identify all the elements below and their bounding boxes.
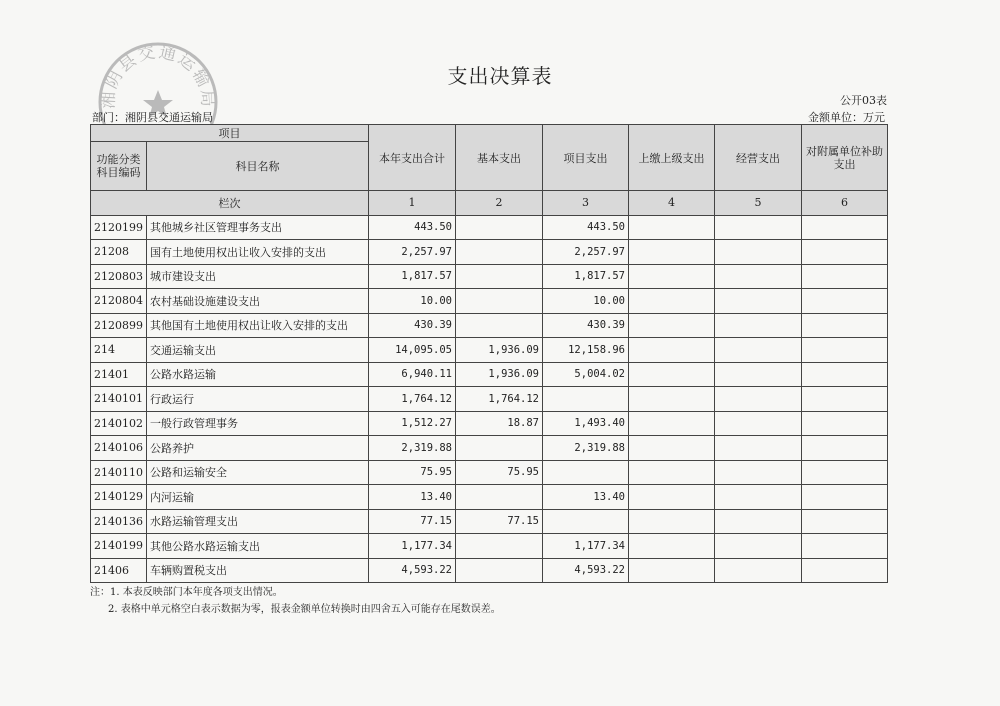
total-expenditure-cell: 6,940.11 [369, 362, 456, 387]
basic-expenditure-cell: 18.87 [456, 411, 543, 436]
project-expenditure-cell: 1,493.40 [543, 411, 629, 436]
project-expenditure-cell: 1,177.34 [543, 534, 629, 559]
note-2: 2. 表格中单元格空白表示数据为零，报表金额单位转换时由四舍五入可能存在尾数误差。 [108, 604, 501, 615]
remit-expenditure-cell [629, 215, 715, 240]
column-number: 4 [629, 191, 715, 216]
table-notes [90, 584, 501, 618]
subsidy-expenditure-cell [802, 362, 888, 387]
table-row [91, 215, 888, 240]
subject-code-cell: 2120804 [91, 289, 147, 314]
operating-expenditure-cell [715, 264, 802, 289]
subject-code-cell: 21208 [91, 240, 147, 265]
project-expenditure-cell: 2,319.88 [543, 436, 629, 461]
project-expenditure-cell: 10.00 [543, 289, 629, 314]
basic-expenditure-cell: 1,764.12 [456, 387, 543, 412]
operating-expenditure-cell [715, 289, 802, 314]
column-number: 1 [369, 191, 456, 216]
basic-expenditure-cell: 77.15 [456, 509, 543, 534]
basic-expenditure-cell [456, 436, 543, 461]
page-title: 支出决算表 [447, 64, 553, 88]
subject-code-cell: 2140106 [91, 436, 147, 461]
remit-expenditure-cell [629, 264, 715, 289]
header-col-project: 项目支出 [543, 125, 629, 191]
table-row [91, 264, 888, 289]
table-row [91, 362, 888, 387]
total-expenditure-cell: 443.50 [369, 215, 456, 240]
subsidy-expenditure-cell [802, 264, 888, 289]
column-number: 3 [543, 191, 629, 216]
basic-expenditure-cell [456, 485, 543, 510]
subject-name-cell: 公路水路运输 [147, 362, 369, 387]
operating-expenditure-cell [715, 485, 802, 510]
operating-expenditure-cell [715, 215, 802, 240]
total-expenditure-cell: 2,319.88 [369, 436, 456, 461]
total-expenditure-cell: 13.40 [369, 485, 456, 510]
project-expenditure-cell [543, 460, 629, 485]
header-project: 项目 [91, 125, 369, 142]
table-row [91, 313, 888, 338]
remit-expenditure-cell [629, 362, 715, 387]
subsidy-expenditure-cell [802, 289, 888, 314]
total-expenditure-cell: 10.00 [369, 289, 456, 314]
project-expenditure-cell: 430.39 [543, 313, 629, 338]
subsidy-expenditure-cell [802, 215, 888, 240]
subject-name-cell: 国有土地使用权出让收入安排的支出 [147, 240, 369, 265]
subject-code-cell: 21406 [91, 558, 147, 583]
subject-code-cell: 2140199 [91, 534, 147, 559]
subject-name-cell: 一般行政管理事务 [147, 411, 369, 436]
subsidy-expenditure-cell [802, 411, 888, 436]
project-expenditure-cell: 13.40 [543, 485, 629, 510]
table-row [91, 485, 888, 510]
project-expenditure-cell: 2,257.97 [543, 240, 629, 265]
project-expenditure-cell: 1,817.57 [543, 264, 629, 289]
remit-expenditure-cell [629, 460, 715, 485]
subsidy-expenditure-cell [802, 387, 888, 412]
subject-code-cell: 2120199 [91, 215, 147, 240]
subject-code-cell: 21401 [91, 362, 147, 387]
total-expenditure-cell: 430.39 [369, 313, 456, 338]
remit-expenditure-cell [629, 558, 715, 583]
header-col-subsidy: 对附属单位补助支出 [802, 125, 888, 191]
operating-expenditure-cell [715, 509, 802, 534]
header-col-operating: 经营支出 [715, 125, 802, 191]
table-row [91, 460, 888, 485]
total-expenditure-cell: 4,593.22 [369, 558, 456, 583]
basic-expenditure-cell [456, 240, 543, 265]
operating-expenditure-cell [715, 534, 802, 559]
subject-code-cell: 2120803 [91, 264, 147, 289]
remit-expenditure-cell [629, 485, 715, 510]
subject-code-cell: 2140136 [91, 509, 147, 534]
subject-name-cell: 城市建设支出 [147, 264, 369, 289]
subject-code-cell: 214 [91, 338, 147, 363]
total-expenditure-cell: 1,512.27 [369, 411, 456, 436]
project-expenditure-cell: 4,593.22 [543, 558, 629, 583]
subject-name-cell: 车辆购置税支出 [147, 558, 369, 583]
remit-expenditure-cell [629, 411, 715, 436]
project-expenditure-cell: 12,158.96 [543, 338, 629, 363]
operating-expenditure-cell [715, 411, 802, 436]
operating-expenditure-cell [715, 436, 802, 461]
remit-expenditure-cell [629, 240, 715, 265]
subject-name-cell: 公路养护 [147, 436, 369, 461]
subject-name-cell: 交通运输支出 [147, 338, 369, 363]
table-row [91, 338, 888, 363]
table-row [91, 240, 888, 265]
subsidy-expenditure-cell [802, 240, 888, 265]
basic-expenditure-cell [456, 289, 543, 314]
column-number: 5 [715, 191, 802, 216]
subject-name-cell: 行政运行 [147, 387, 369, 412]
subject-code-cell: 2120899 [91, 313, 147, 338]
subsidy-expenditure-cell [802, 485, 888, 510]
basic-expenditure-cell [456, 558, 543, 583]
subsidy-expenditure-cell [802, 338, 888, 363]
project-expenditure-cell: 443.50 [543, 215, 629, 240]
project-expenditure-cell: 5,004.02 [543, 362, 629, 387]
total-expenditure-cell: 1,817.57 [369, 264, 456, 289]
operating-expenditure-cell [715, 460, 802, 485]
table-row [91, 411, 888, 436]
expenditure-table [90, 124, 888, 583]
basic-expenditure-cell: 1,936.09 [456, 338, 543, 363]
table-row [91, 558, 888, 583]
total-expenditure-cell: 2,257.97 [369, 240, 456, 265]
subsidy-expenditure-cell [802, 509, 888, 534]
basic-expenditure-cell [456, 534, 543, 559]
basic-expenditure-cell: 1,936.09 [456, 362, 543, 387]
subject-name-cell: 内河运输 [147, 485, 369, 510]
table-row [91, 534, 888, 559]
project-expenditure-cell [543, 387, 629, 412]
table-row [91, 436, 888, 461]
subsidy-expenditure-cell [802, 436, 888, 461]
total-expenditure-cell: 75.95 [369, 460, 456, 485]
basic-expenditure-cell [456, 215, 543, 240]
remit-expenditure-cell [629, 338, 715, 363]
subject-name-cell: 农村基础设施建设支出 [147, 289, 369, 314]
subject-name-cell: 公路和运输安全 [147, 460, 369, 485]
total-expenditure-cell: 1,177.34 [369, 534, 456, 559]
subject-name-cell: 其他城乡社区管理事务支出 [147, 215, 369, 240]
department-label: 部门：湘阴县交通运输局 [92, 111, 213, 124]
total-expenditure-cell: 14,095.05 [369, 338, 456, 363]
header-col-remit: 上缴上级支出 [629, 125, 715, 191]
subject-code-cell: 2140101 [91, 387, 147, 412]
header-row-label: 栏次 [91, 191, 369, 216]
operating-expenditure-cell [715, 313, 802, 338]
subject-code-cell: 2140102 [91, 411, 147, 436]
operating-expenditure-cell [715, 240, 802, 265]
subsidy-expenditure-cell [802, 558, 888, 583]
basic-expenditure-cell [456, 313, 543, 338]
subsidy-expenditure-cell [802, 313, 888, 338]
column-number: 6 [802, 191, 888, 216]
table-row [91, 509, 888, 534]
amount-unit-label: 金额单位：万元 [808, 111, 885, 124]
remit-expenditure-cell [629, 509, 715, 534]
subject-code-cell: 2140129 [91, 485, 147, 510]
column-number: 2 [456, 191, 543, 216]
note-1: 注：1. 本表反映部门本年度各项支出情况。 [90, 587, 283, 598]
table-row [91, 289, 888, 314]
remit-expenditure-cell [629, 387, 715, 412]
header-func-code: 功能分类科目编码 [91, 142, 147, 191]
operating-expenditure-cell [715, 362, 802, 387]
subject-name-cell: 其他公路水路运输支出 [147, 534, 369, 559]
header-col-basic: 基本支出 [456, 125, 543, 191]
remit-expenditure-cell [629, 436, 715, 461]
subsidy-expenditure-cell [802, 534, 888, 559]
form-number: 公开03表 [840, 94, 887, 107]
remit-expenditure-cell [629, 534, 715, 559]
subject-code-cell: 2140110 [91, 460, 147, 485]
total-expenditure-cell: 77.15 [369, 509, 456, 534]
subject-name-cell: 水路运输管理支出 [147, 509, 369, 534]
basic-expenditure-cell [456, 264, 543, 289]
header-row-project [91, 125, 888, 142]
table-row [91, 387, 888, 412]
operating-expenditure-cell [715, 558, 802, 583]
basic-expenditure-cell: 75.95 [456, 460, 543, 485]
header-row-column-numbers [91, 191, 888, 216]
project-expenditure-cell [543, 509, 629, 534]
svg-text:湘阴县交通运输局: 湘阴县交通运输局 [98, 42, 218, 110]
total-expenditure-cell: 1,764.12 [369, 387, 456, 412]
header-subject-name: 科目名称 [147, 142, 369, 191]
operating-expenditure-cell [715, 387, 802, 412]
subsidy-expenditure-cell [802, 460, 888, 485]
operating-expenditure-cell [715, 338, 802, 363]
remit-expenditure-cell [629, 313, 715, 338]
header-col-total: 本年支出合计 [369, 125, 456, 191]
remit-expenditure-cell [629, 289, 715, 314]
subject-name-cell: 其他国有土地使用权出让收入安排的支出 [147, 313, 369, 338]
